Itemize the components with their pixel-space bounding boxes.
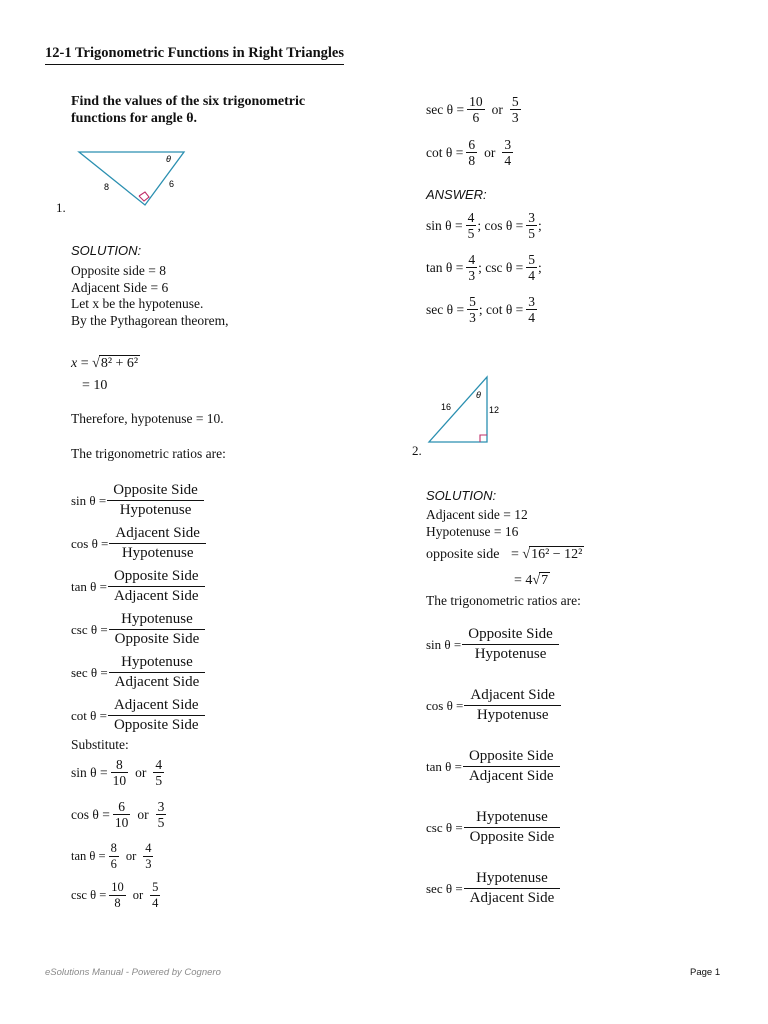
answer-function: ; csc θ = <box>478 259 524 275</box>
ratio-row <box>426 686 560 725</box>
answer-end: ; <box>538 217 542 233</box>
ratio-row <box>71 696 204 735</box>
footer-credit: eSolutions Manual - Powered by Cognero <box>45 967 221 978</box>
ratio-row <box>426 747 559 786</box>
substitution-fraction-reduced-numerator: 3 <box>504 137 512 152</box>
substitution-fraction <box>468 94 484 125</box>
ratio-fraction <box>465 625 556 664</box>
substitution-row <box>71 757 165 788</box>
triangle1-angle-label: θ <box>166 154 171 164</box>
ratios-intro-2: The trigonometric ratios are: <box>426 593 581 608</box>
answer-fraction-numerator: 5 <box>469 294 476 309</box>
ratio-row <box>71 567 204 606</box>
ratio-fraction-denominator: Opposite Side <box>109 629 206 649</box>
substitution-fraction-numerator: 6 <box>468 137 476 152</box>
ratio-function: csc θ = <box>426 819 463 835</box>
answer-fraction-numerator: 5 <box>528 252 536 267</box>
answer-row <box>426 294 538 325</box>
ratio-fraction <box>112 653 203 692</box>
ratio-fraction <box>110 481 201 520</box>
substitution-fraction-reduced <box>151 880 159 911</box>
solution-label-2: SOLUTION: <box>426 488 497 503</box>
substitution-fraction-reduced <box>511 94 520 125</box>
substitution-fraction-reduced-denominator: 5 <box>155 773 163 788</box>
substitution-fraction-reduced <box>157 799 166 830</box>
ratio-function: tan θ = <box>71 578 107 594</box>
ratio-row <box>71 481 203 520</box>
ratio-function: cos θ = <box>426 697 464 713</box>
therefore-text: Therefore, hypotenuse = 10. <box>71 411 224 426</box>
ratio-fraction-denominator: Hypotenuse <box>464 705 561 725</box>
pythagorean-equation: x = √8² + 6² <box>71 356 139 371</box>
ratio-function: sin θ = <box>71 492 107 508</box>
ratio-fraction-numerator: Hypotenuse <box>121 611 193 627</box>
substitution-fraction-reduced-numerator: 4 <box>155 757 163 772</box>
opp-result: = 4√7 <box>514 573 549 588</box>
substitution-row <box>71 799 167 830</box>
answer-fraction-numerator: 3 <box>528 294 536 309</box>
ratio-fraction-denominator: Adjacent Side <box>464 888 561 908</box>
problem-number-2: 2. <box>412 443 422 458</box>
triangle2-leg-label: 12 <box>489 405 500 415</box>
substitution-row <box>426 94 522 125</box>
solution-2-line: Adjacent side = 12 <box>426 507 528 522</box>
substitution-fraction <box>112 757 128 788</box>
or-word: or <box>484 144 496 160</box>
or-word: or <box>491 101 503 117</box>
or-word: or <box>125 849 137 863</box>
substitution-row <box>71 880 161 911</box>
ratio-fraction-numerator: Hypotenuse <box>121 654 193 670</box>
ratio-fraction-denominator: Opposite Side <box>108 715 205 735</box>
ratio-fraction-numerator: Adjacent Side <box>115 525 200 541</box>
ratio-fraction <box>112 524 203 563</box>
substitution-fraction-numerator: 8 <box>115 757 123 772</box>
opp-result-value: = 4 <box>514 573 533 588</box>
substitution-function: cot θ = <box>426 144 464 160</box>
opp-label: opposite side <box>426 547 500 562</box>
answer-fraction <box>527 210 536 241</box>
ratio-fraction <box>466 747 557 786</box>
substitution-fraction-denominator: 10 <box>114 815 129 830</box>
solution-1-line: By the Pythagorean theorem, <box>71 312 229 328</box>
answer-function: ; cos θ = <box>477 217 524 233</box>
or-word: or <box>135 764 147 780</box>
substitution-fraction-denominator: 6 <box>110 857 117 871</box>
answer-fraction-denominator: 3 <box>469 310 476 325</box>
substitution-fraction <box>110 841 118 872</box>
answer-fraction-numerator: 4 <box>467 210 475 225</box>
substitution-fraction-reduced-numerator: 5 <box>511 94 519 109</box>
ratio-fraction-numerator: Opposite Side <box>468 626 553 642</box>
answer-function: sec θ = <box>426 301 465 317</box>
substitution-fraction-reduced-denominator: 5 <box>157 815 165 830</box>
ratio-fraction <box>112 610 203 649</box>
substitution-row <box>426 137 514 168</box>
answer-function: sin θ = <box>426 217 463 233</box>
ratio-fraction <box>111 696 202 735</box>
solution-1-line: Adjacent Side = 6 <box>71 279 169 295</box>
substitution-fraction-reduced-numerator: 5 <box>152 880 159 894</box>
ratio-row <box>426 808 559 847</box>
solution-label-1: SOLUTION: <box>71 243 142 258</box>
answer-label-1: ANSWER: <box>426 187 487 202</box>
answer-fraction <box>527 252 536 283</box>
triangle2-hyp-label: 16 <box>441 402 452 412</box>
answer-fraction <box>527 294 536 325</box>
substitution-fraction-numerator: 8 <box>110 841 117 855</box>
opposite-side-equation: opposite side = √16² − 12² <box>426 547 583 562</box>
solution-1-line: Opposite side = 8 <box>71 263 166 278</box>
ratio-fraction <box>111 567 202 606</box>
triangle1-side-6: 6 <box>169 179 175 189</box>
ratio-fraction-numerator: Opposite Side <box>113 482 198 498</box>
substitution-fraction-reduced-denominator: 3 <box>511 110 519 125</box>
answer-fraction-numerator: 3 <box>528 210 536 225</box>
solution-1-line: Let x be the hypotenuse. <box>71 296 204 311</box>
substitution-function: sec θ = <box>426 101 465 117</box>
instructions <box>71 93 305 127</box>
answer-fraction-numerator: 4 <box>468 252 476 267</box>
substitution-function: csc θ = <box>71 888 107 902</box>
ratio-function: tan θ = <box>426 758 462 774</box>
ratio-function: cot θ = <box>71 707 107 723</box>
substitution-fraction-numerator: 10 <box>469 94 483 109</box>
ratios-intro-1: The trigonometric ratios are: <box>71 446 226 461</box>
substitution-fraction-reduced-denominator: 3 <box>145 857 152 871</box>
instructions-line-1: Find the values of the six trigonometric <box>71 94 306 109</box>
answer-fraction-denominator: 3 <box>468 268 476 283</box>
solution-1-lines <box>71 263 228 329</box>
answer-fraction-denominator: 4 <box>528 310 536 325</box>
answer-fraction <box>468 294 477 325</box>
ratio-function: cos θ = <box>71 535 109 551</box>
ratio-fraction-numerator: Opposite Side <box>468 748 554 764</box>
substitution-fraction <box>114 799 130 830</box>
triangle1-side-8: 8 <box>104 182 110 192</box>
answer-end: ; <box>538 259 542 275</box>
substitution-function: sin θ = <box>71 764 108 780</box>
substitution-fraction-reduced-numerator: 3 <box>157 799 165 814</box>
triangle2-angle-label: θ <box>476 390 481 400</box>
solution-2-lines <box>426 507 528 540</box>
ratio-fraction-numerator: Hypotenuse <box>476 809 548 825</box>
substitution-fraction-numerator: 10 <box>111 880 124 894</box>
substitution-fraction-denominator: 6 <box>467 109 485 125</box>
or-word: or <box>137 806 149 822</box>
ratio-row <box>71 610 204 649</box>
substitution-function: tan θ = <box>71 849 106 863</box>
ratio-row <box>71 653 204 692</box>
triangle-figure-1 <box>76 146 188 210</box>
ratio-row <box>71 524 205 563</box>
ratio-function: sin θ = <box>426 636 462 652</box>
answer-function: ; cot θ = <box>478 301 524 317</box>
substitution-row <box>71 841 154 872</box>
substitution-fraction-denominator: 8 <box>109 895 126 911</box>
answer-fraction-denominator: 5 <box>528 226 536 241</box>
ratio-fraction-numerator: Adjacent Side <box>113 697 199 713</box>
substitution-fraction-reduced <box>154 757 163 788</box>
answer-fraction-denominator: 4 <box>528 268 536 283</box>
ratio-fraction <box>467 686 558 725</box>
ratio-row <box>426 625 558 664</box>
ratio-fraction-denominator: Hypotenuse <box>462 644 559 664</box>
substitution-fraction-reduced-denominator: 4 <box>152 896 159 910</box>
ratio-fraction-denominator: Adjacent Side <box>463 766 560 786</box>
substitution-function: cos θ = <box>71 806 110 822</box>
ratio-fraction-denominator: Hypotenuse <box>107 500 204 520</box>
ratio-fraction-numerator: Adjacent Side <box>470 687 555 703</box>
ratio-fraction-denominator: Hypotenuse <box>109 543 206 563</box>
answer-fraction <box>467 252 476 283</box>
substitution-fraction-reduced-denominator: 4 <box>504 153 512 168</box>
substitution-fraction-denominator: 8 <box>468 153 476 168</box>
answer-fraction <box>467 210 476 241</box>
substitution-fraction <box>110 880 125 911</box>
opp-result-radicand: 7 <box>541 573 549 588</box>
triangle-figure-2 <box>425 374 500 446</box>
answer-row <box>426 210 542 241</box>
substitute-label: Substitute: <box>71 737 129 752</box>
substitution-fraction-numerator: 6 <box>118 799 125 814</box>
answer-fraction-denominator: 5 <box>467 226 475 241</box>
ratio-fraction-numerator: Opposite Side <box>113 568 199 584</box>
answer-function: tan θ = <box>426 259 464 275</box>
ratio-fraction-denominator: Adjacent Side <box>108 586 205 606</box>
pyth-result: = 10 <box>82 378 108 393</box>
ratio-fraction-numerator: Hypotenuse <box>476 870 548 886</box>
substitution-fraction-denominator: 10 <box>112 773 127 788</box>
ratio-fraction <box>467 808 558 847</box>
opp-equals: = <box>511 547 519 562</box>
or-word: or <box>132 888 144 902</box>
ratio-function: csc θ = <box>71 621 108 637</box>
opp-radicand: 16² − 12² <box>531 547 583 562</box>
substitution-fraction-reduced-numerator: 4 <box>145 841 152 855</box>
pyth-radicand: 8² + 6² <box>100 356 139 371</box>
ratio-row <box>426 869 559 908</box>
substitution-fraction-reduced <box>503 137 512 168</box>
substitution-fraction-reduced <box>144 841 152 872</box>
pyth-equals: = <box>80 356 89 371</box>
ratio-fraction <box>467 869 558 908</box>
problem-number-1: 1. <box>56 200 66 215</box>
pyth-variable: x <box>71 356 78 371</box>
solution-2-line: Hypotenuse = 16 <box>426 523 519 539</box>
ratio-function: sec θ = <box>426 880 463 896</box>
ratio-fraction-denominator: Opposite Side <box>464 827 561 847</box>
substitution-fraction <box>467 137 476 168</box>
instructions-line-2: functions for angle θ. <box>71 111 198 126</box>
page-title: 12-1 Trigonometric Functions in Right Triangles <box>45 45 344 65</box>
answer-row <box>426 252 542 283</box>
ratio-function: sec θ = <box>71 664 108 680</box>
page-number: Page 1 <box>690 967 721 978</box>
ratio-fraction-denominator: Adjacent Side <box>109 672 206 692</box>
